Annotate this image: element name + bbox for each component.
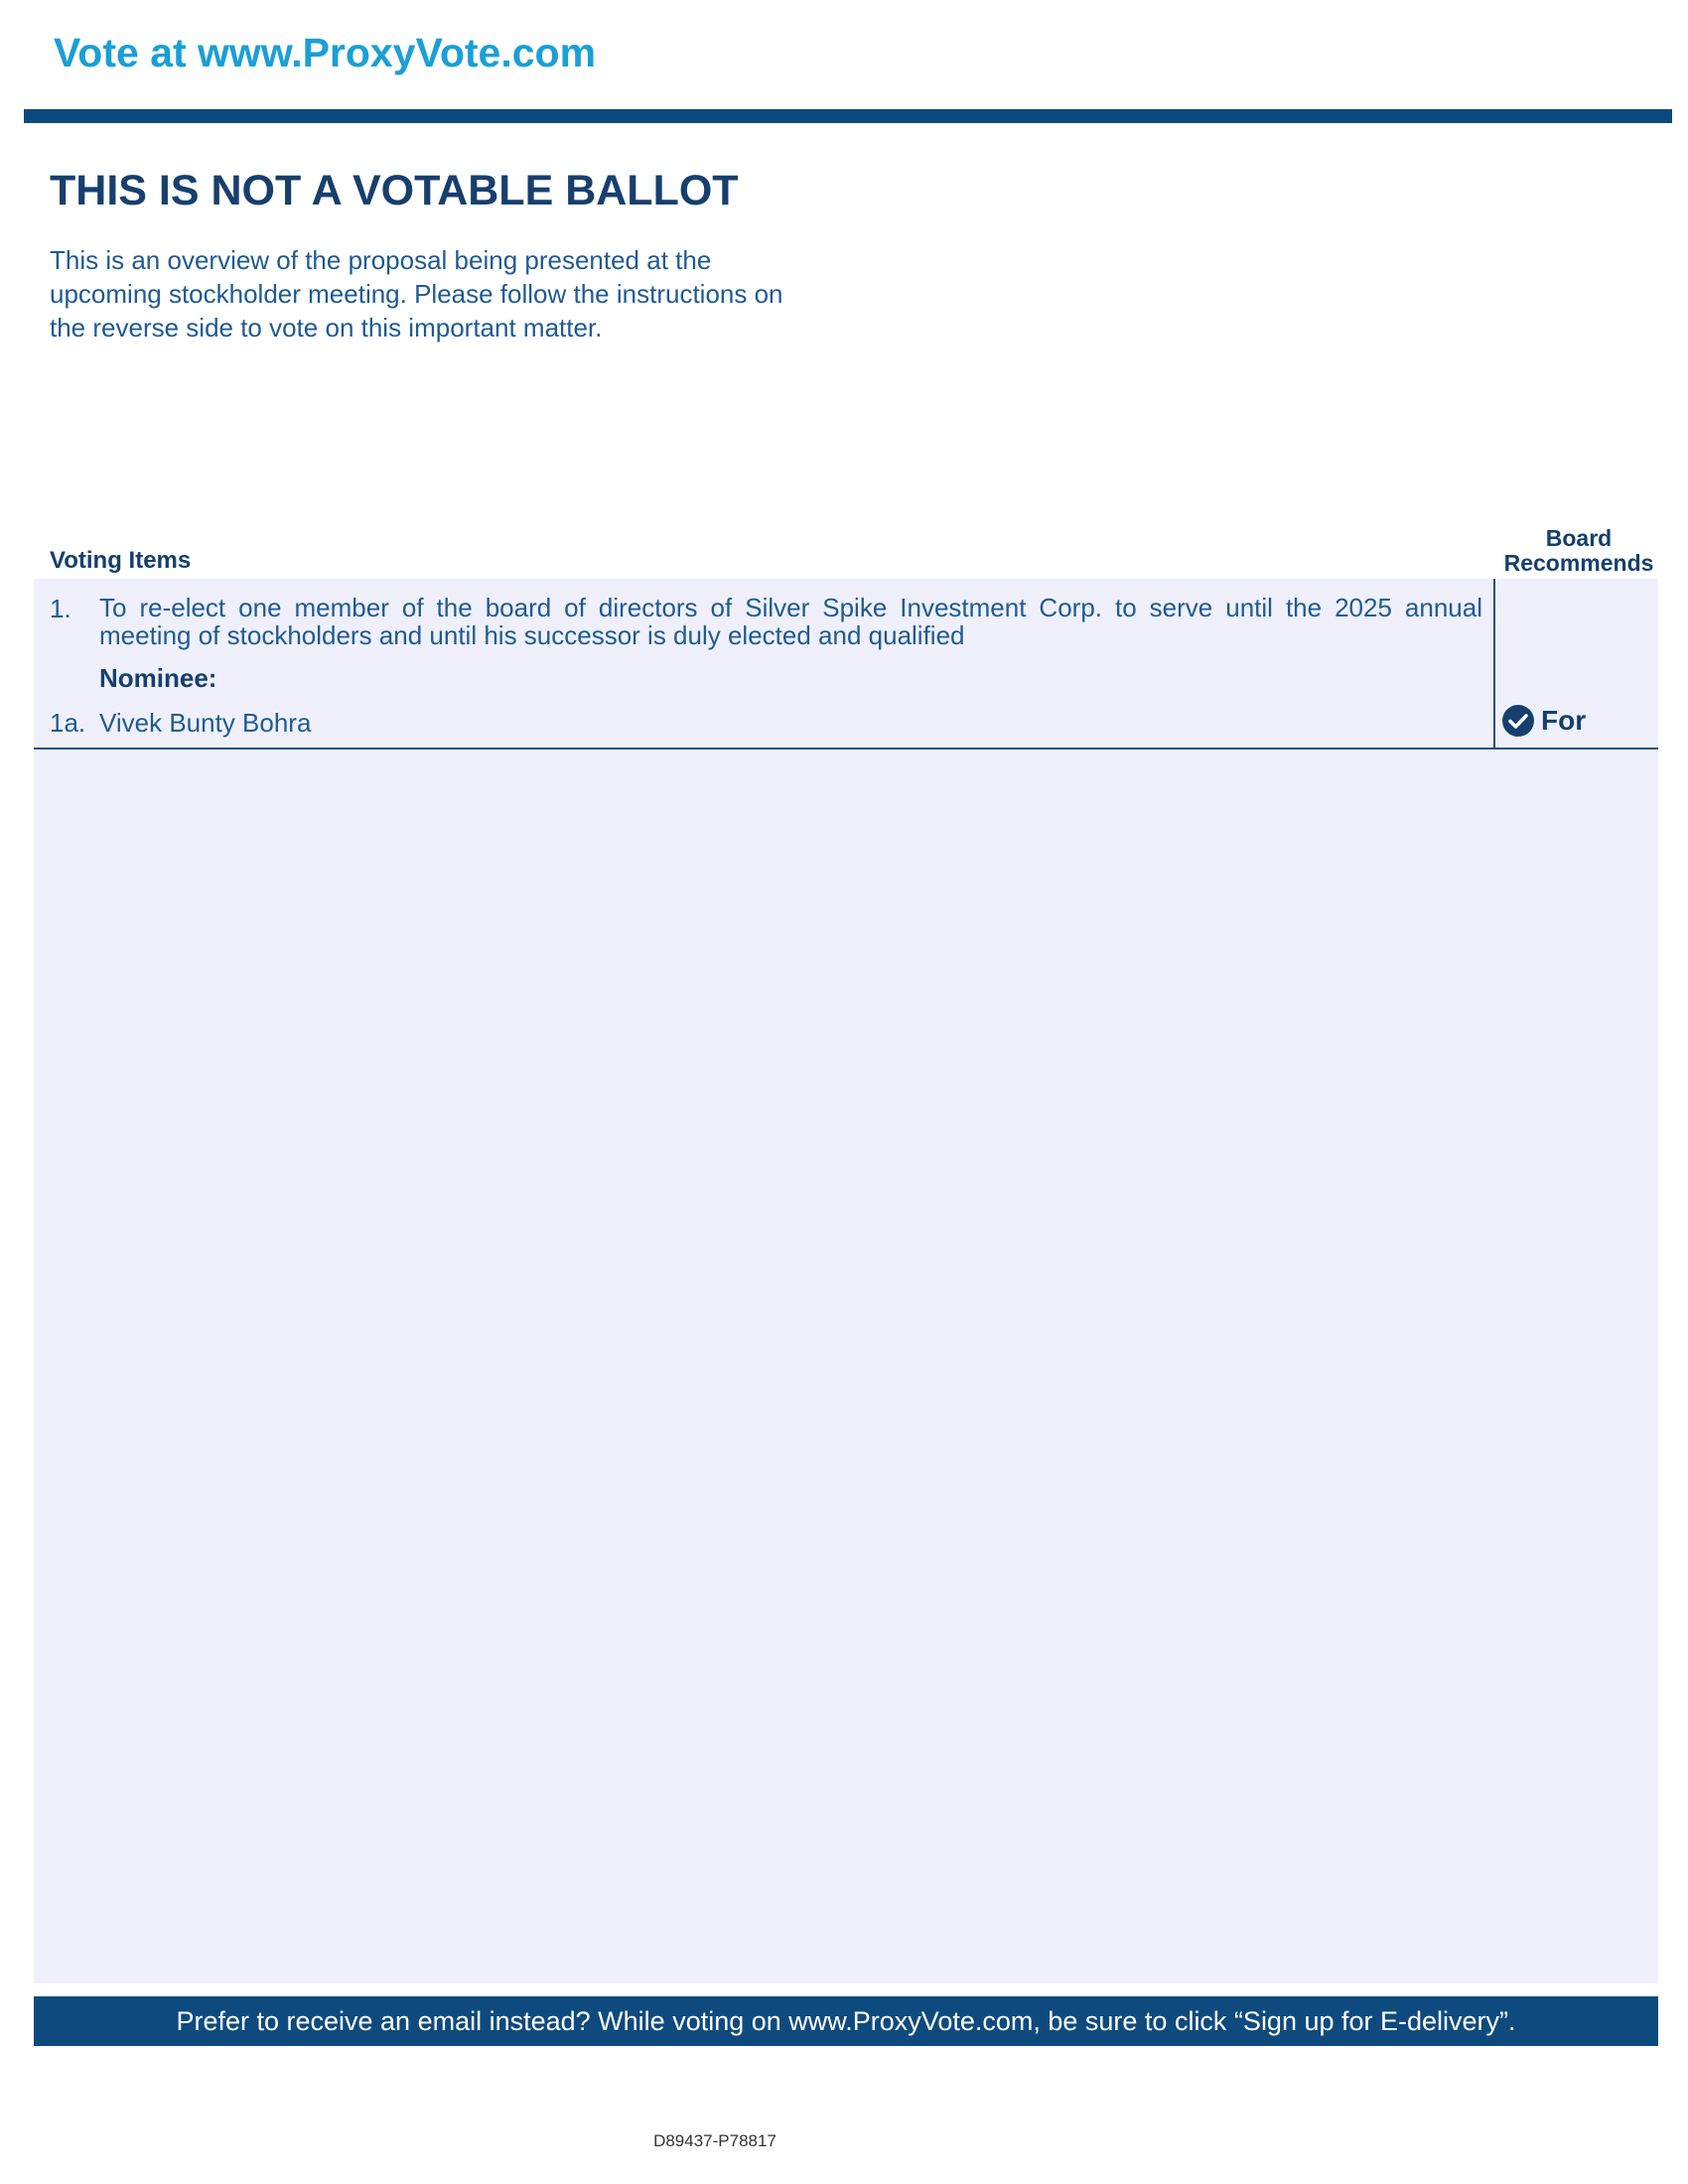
board-header-line: Board (1545, 525, 1613, 551)
item-text-line: To re-elect one member of the board of directors of Silver Spike Investment Corp. to serve until the 2025 annual (99, 593, 1482, 622)
header-rule (24, 109, 1672, 123)
voting-items-panel (34, 579, 1658, 1983)
page-title: THIS IS NOT A VOTABLE BALLOT (50, 167, 739, 214)
intro-line: upcoming stockholder meeting. Please follow the instructions on (50, 279, 783, 309)
recommendation-column-divider (1493, 579, 1495, 748)
check-circle-icon (1501, 704, 1535, 738)
nominee-label: Nominee: (99, 663, 217, 693)
nominee-number: 1a. (50, 708, 86, 738)
item-text-line: meeting of stockholders and until his successor is duly elected and qualified (99, 620, 965, 650)
edelivery-banner: Prefer to receive an email instead? While voting on www.ProxyVote.com, be sure to click “Sign up for E-delivery”. (34, 1996, 1658, 2046)
recommendation-label: For (1541, 705, 1587, 736)
voting-items-header: Voting Items (50, 547, 192, 574)
board-recommends-header (1489, 526, 1668, 576)
item-description (99, 594, 1482, 649)
document-code: D89437-P78817 (653, 2131, 776, 2150)
proxyvote-link[interactable]: Vote at www.ProxyVote.com (54, 30, 597, 75)
intro-line: the reverse side to vote on this important matter. (50, 313, 603, 342)
item-number: 1. (50, 594, 71, 623)
intro-paragraph (50, 243, 834, 344)
board-recommendation (1501, 704, 1586, 738)
nominee-name: Vivek Bunty Bohra (99, 708, 312, 738)
board-header-line: Recommends (1503, 550, 1654, 576)
intro-line: This is an overview of the proposal being presented at the (50, 245, 712, 275)
